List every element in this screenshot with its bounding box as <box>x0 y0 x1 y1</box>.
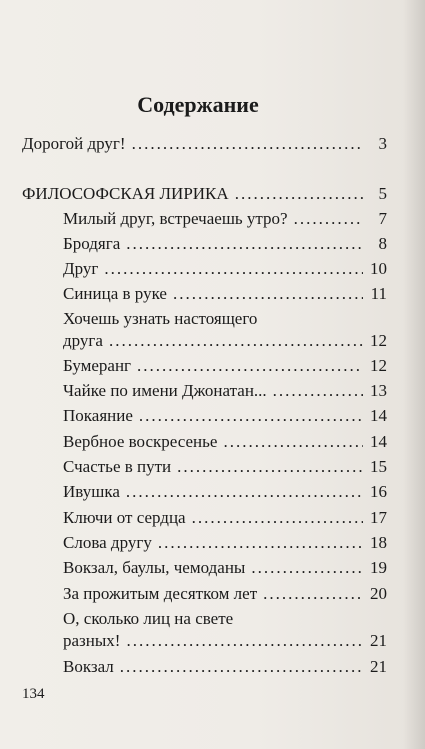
toc-entry-title: Ивушка <box>63 482 120 501</box>
toc-entry-page: 13 <box>370 381 387 400</box>
dot-leader <box>126 630 363 652</box>
toc-entry-title: друга <box>63 331 103 350</box>
dot-leader <box>177 456 363 478</box>
dot-leader <box>223 431 363 453</box>
toc-entry-title-line1: Хочешь узнать настоящего <box>63 309 258 328</box>
toc-entry-page: 8 <box>378 234 387 253</box>
toc-entry <box>63 630 387 652</box>
dot-leader <box>132 133 363 155</box>
toc-section-title: ФИЛОСОФСКАЯ ЛИРИКА <box>22 184 229 203</box>
dot-leader <box>273 380 363 402</box>
toc-entry <box>63 431 387 453</box>
toc-entry-title: Слова другу <box>63 533 152 552</box>
toc-entry-title: Счастье в пути <box>63 457 172 476</box>
toc-entry <box>63 233 387 255</box>
toc-entry <box>63 330 387 352</box>
toc-entry-page: 19 <box>370 558 387 577</box>
toc-entry <box>63 481 387 503</box>
toc-entry-page: 21 <box>370 631 387 650</box>
toc-entry-page: 14 <box>370 432 387 451</box>
toc-section <box>22 183 387 205</box>
toc-entry-title: Ключи от сердца <box>63 508 186 527</box>
toc-entry-page: 18 <box>370 533 387 552</box>
toc-entry <box>63 208 387 230</box>
dot-leader <box>294 208 363 230</box>
toc-heading: Содержание <box>137 92 259 117</box>
toc-entry-page: 12 <box>370 331 387 350</box>
toc-entry <box>63 583 387 605</box>
toc-entry <box>22 133 387 155</box>
dot-leader <box>109 330 363 352</box>
dot-leader <box>251 557 363 579</box>
page-edge-shadow <box>403 0 425 749</box>
toc-entry-title: Синица в руке <box>63 284 167 303</box>
dot-leader <box>104 258 363 280</box>
dot-leader <box>126 233 363 255</box>
toc-entry-page: 12 <box>370 356 387 375</box>
toc-entry-page: 20 <box>370 584 387 603</box>
toc-entry <box>63 532 387 554</box>
dot-leader <box>173 283 363 305</box>
dot-leader <box>120 656 363 678</box>
toc-entry-page: 14 <box>370 406 387 425</box>
toc-entry-page: 16 <box>370 482 387 501</box>
dot-leader <box>139 405 363 427</box>
toc-entry-page: 7 <box>378 209 387 228</box>
toc-entry-title: Вокзал <box>63 657 114 676</box>
toc-entry <box>63 258 387 280</box>
toc-entry <box>63 283 387 305</box>
dot-leader <box>126 481 363 503</box>
toc-entry-title: разных! <box>63 631 121 650</box>
dot-leader <box>192 507 363 529</box>
toc-entry-title: Милый друг, встречаешь утро? <box>63 209 288 228</box>
dot-leader <box>235 183 363 205</box>
toc-entry-title: Друг <box>63 259 99 278</box>
toc-entry <box>63 507 387 529</box>
toc-entry-page: 3 <box>378 134 387 153</box>
toc-entry-page: 10 <box>370 259 387 278</box>
toc-entry <box>63 456 387 478</box>
toc-entry <box>63 656 387 678</box>
toc-entry-page: 15 <box>370 457 387 476</box>
toc-section-page: 5 <box>378 184 387 203</box>
toc-entry-title: Дорогой друг! <box>22 134 126 153</box>
dot-leader <box>158 532 363 554</box>
dot-leader <box>137 355 363 377</box>
toc-entry-page: 17 <box>370 508 387 527</box>
dot-leader <box>263 583 363 605</box>
toc-entry-title: Бродяга <box>63 234 121 253</box>
toc-entry <box>63 405 387 427</box>
toc-entry-title: Покаяние <box>63 406 133 425</box>
toc-entry-title: Вербное воскресенье <box>63 432 218 451</box>
toc-entry <box>63 557 387 579</box>
toc-entry-page: 11 <box>370 284 387 303</box>
toc-entry-title: Чайке по имени Джонатан... <box>63 381 267 400</box>
toc-entry <box>63 380 387 402</box>
toc-entry-title: Вокзал, баулы, чемоданы <box>63 558 246 577</box>
toc-entry-title: За прожитым десятком лет <box>63 584 258 603</box>
toc-entry-page: 21 <box>370 657 387 676</box>
toc-entry-title-line1: О, сколько лиц на свете <box>63 609 234 628</box>
toc-entry-title: Бумеранг <box>63 356 132 375</box>
page-number: 134 <box>22 686 45 702</box>
toc-entry <box>63 355 387 377</box>
